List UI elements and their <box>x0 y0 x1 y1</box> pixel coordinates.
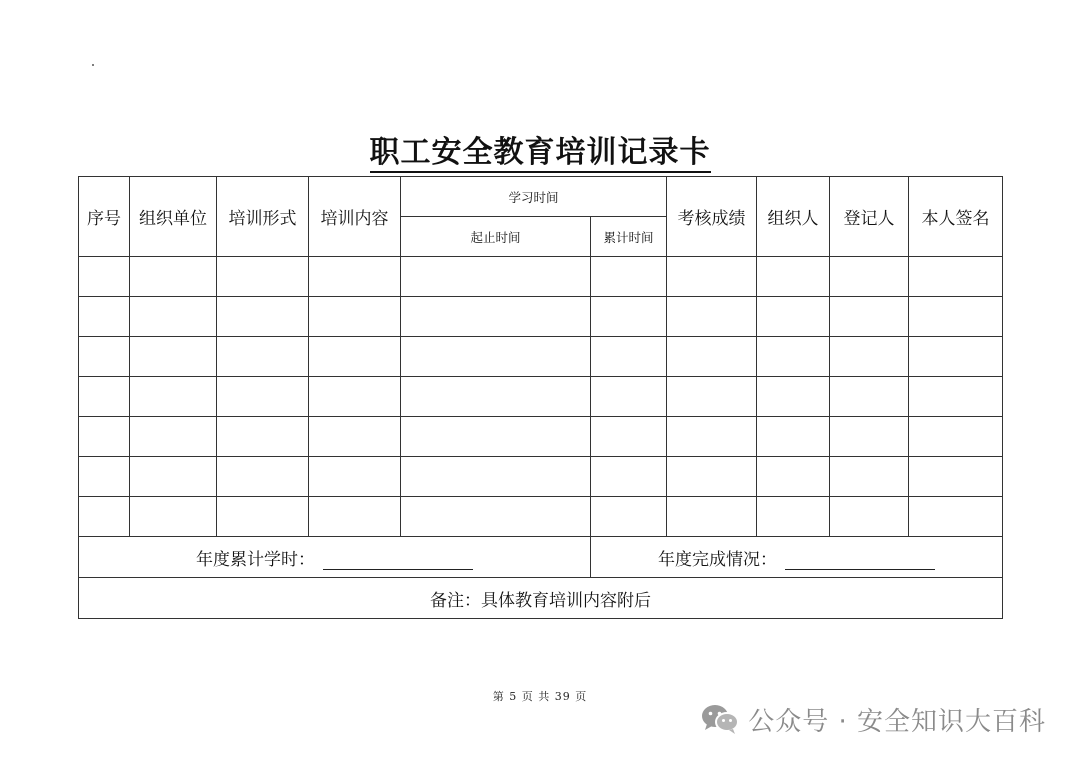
table-cell <box>909 257 1003 297</box>
table-cell <box>217 497 309 537</box>
table-cell <box>909 377 1003 417</box>
table-cell <box>830 337 909 377</box>
table-cell <box>309 417 401 457</box>
table-cell <box>309 257 401 297</box>
table-cell <box>909 297 1003 337</box>
table-cell <box>309 337 401 377</box>
table-cell <box>130 337 217 377</box>
table-cell <box>667 297 757 337</box>
header-study-time: 学习时间 <box>401 177 667 217</box>
wechat-icon <box>700 703 740 735</box>
table-cell <box>757 297 830 337</box>
table-cell <box>309 297 401 337</box>
header-signature: 本人签名 <box>909 177 1003 257</box>
table-cell <box>830 417 909 457</box>
table-cell <box>401 257 591 297</box>
table-cell <box>309 457 401 497</box>
annual-completion-label: 年度完成情况： <box>658 549 777 570</box>
page-number: 第 5 页 共 39 页 <box>492 690 588 703</box>
table-row <box>79 257 1003 297</box>
table-cell <box>217 257 309 297</box>
table-row <box>79 337 1003 377</box>
header-training-form: 培训形式 <box>217 177 309 257</box>
table-cell <box>79 417 130 457</box>
table-cell <box>79 497 130 537</box>
table-cell <box>130 297 217 337</box>
table-cell <box>591 417 667 457</box>
table-cell <box>79 337 130 377</box>
table-cell <box>830 377 909 417</box>
table-cell <box>217 337 309 377</box>
table-cell <box>591 497 667 537</box>
scan-speck <box>92 64 94 66</box>
table-cell <box>667 417 757 457</box>
table-cell <box>130 377 217 417</box>
table-cell <box>217 377 309 417</box>
table-cell <box>909 337 1003 377</box>
page-title: 职工安全教育培训记录卡 <box>0 127 1080 171</box>
table-cell <box>667 337 757 377</box>
table-row <box>79 377 1003 417</box>
watermark-text: 公众号 · 安全知识大百科 <box>748 706 1046 737</box>
header-seq: 序号 <box>79 177 130 257</box>
table-row <box>79 297 1003 337</box>
table-cell <box>217 417 309 457</box>
annual-hours-cell <box>79 537 591 578</box>
table-cell <box>401 297 591 337</box>
table-cell <box>667 257 757 297</box>
table-cell <box>830 257 909 297</box>
table-cell <box>591 377 667 417</box>
table-cell <box>757 417 830 457</box>
table-cell <box>830 457 909 497</box>
table-cell <box>79 457 130 497</box>
table-cell <box>830 497 909 537</box>
table-cell <box>79 297 130 337</box>
table-cell <box>79 257 130 297</box>
header-cumulative-time: 累计时间 <box>591 217 667 257</box>
training-record-table <box>78 176 1003 619</box>
table-cell <box>909 417 1003 457</box>
table-row <box>79 457 1003 497</box>
annual-completion-blank <box>785 555 935 570</box>
table-cell <box>591 297 667 337</box>
table-cell <box>757 497 830 537</box>
annual-hours-label: 年度累计学时： <box>196 549 315 570</box>
table-cell <box>401 417 591 457</box>
table-cell <box>309 377 401 417</box>
table-cell <box>909 497 1003 537</box>
annual-hours-blank <box>323 555 473 570</box>
table-cell <box>401 377 591 417</box>
annual-completion-cell <box>591 537 1003 578</box>
header-training-content: 培训内容 <box>309 177 401 257</box>
table-cell <box>667 497 757 537</box>
table-cell <box>401 497 591 537</box>
table-cell <box>217 297 309 337</box>
table-cell <box>591 457 667 497</box>
table-row <box>79 417 1003 457</box>
table-cell <box>591 337 667 377</box>
watermark <box>700 701 1046 737</box>
table-cell <box>909 457 1003 497</box>
table-cell <box>757 257 830 297</box>
header-org-unit: 组织单位 <box>130 177 217 257</box>
table-cell <box>79 377 130 417</box>
note-cell: 备注：具体教育培训内容附后 <box>79 578 1003 619</box>
table-cell <box>757 337 830 377</box>
table-cell <box>591 257 667 297</box>
table-cell <box>130 257 217 297</box>
table-cell <box>757 457 830 497</box>
table-cell <box>309 497 401 537</box>
table-cell <box>667 457 757 497</box>
header-registrar: 登记人 <box>830 177 909 257</box>
table-cell <box>130 417 217 457</box>
header-start-end-time: 起止时间 <box>401 217 591 257</box>
table-cell <box>217 457 309 497</box>
table-cell <box>757 377 830 417</box>
table-cell <box>401 457 591 497</box>
table-cell <box>830 297 909 337</box>
table-row <box>79 497 1003 537</box>
header-assessment: 考核成绩 <box>667 177 757 257</box>
data-rows <box>79 257 1003 537</box>
table-cell <box>130 497 217 537</box>
table-cell <box>130 457 217 497</box>
header-organizer: 组织人 <box>757 177 830 257</box>
table-cell <box>667 377 757 417</box>
table-cell <box>401 337 591 377</box>
